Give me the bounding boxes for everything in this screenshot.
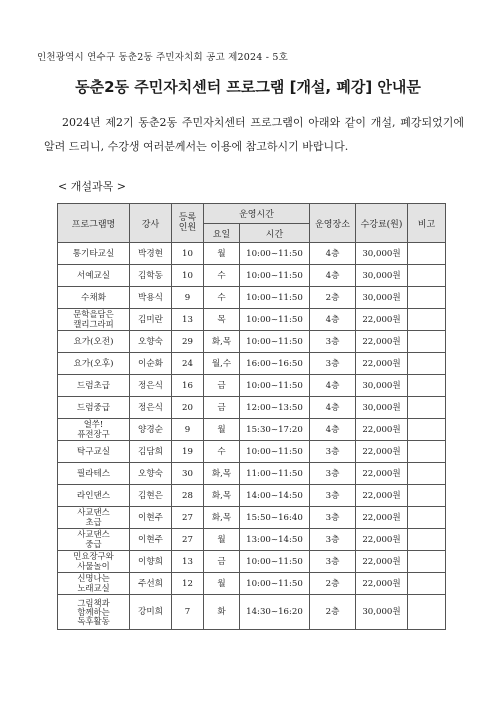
cell-location: 4층 [310,243,356,265]
cell-instructor: 김미란 [130,309,172,331]
cell-day: 금 [204,397,240,419]
cell-fee: 22,000원 [356,485,408,507]
table-row [58,287,446,309]
table-row [58,441,446,463]
cell-day: 월 [204,419,240,441]
cell-program: 필라테스 [58,463,130,485]
cell-program: 문학을담은 캘리그라피 [58,309,130,331]
cell-location: 3층 [310,507,356,529]
cell-fee: 30,000원 [356,265,408,287]
cell-note [408,353,446,375]
table-row [58,265,446,287]
cell-location: 3층 [310,331,356,353]
cell-location: 3층 [310,441,356,463]
header-time: 시간 [240,224,310,243]
cell-program: 라인댄스 [58,485,130,507]
cell-program: 드럼초급 [58,375,130,397]
cell-fee: 22,000원 [356,529,408,551]
cell-time: 10:00~11:50 [240,551,310,573]
table-row [58,353,446,375]
cell-instructor: 김학동 [130,265,172,287]
cell-time: 14:30~16:20 [240,595,310,630]
cell-enrolled: 27 [172,507,204,529]
cell-time: 14:00~14:50 [240,485,310,507]
cell-fee: 22,000원 [356,507,408,529]
cell-day: 월 [204,529,240,551]
cell-location: 4층 [310,419,356,441]
cell-time: 15:30~17:20 [240,419,310,441]
cell-location: 2층 [310,287,356,309]
cell-enrolled: 28 [172,485,204,507]
cell-time: 10:00~11:50 [240,243,310,265]
cell-note [408,463,446,485]
cell-program: 신명나는 노래교실 [58,573,130,595]
cell-day: 화,목 [204,331,240,353]
cell-fee: 30,000원 [356,287,408,309]
table-row [58,397,446,419]
cell-note [408,309,446,331]
cell-location: 4층 [310,375,356,397]
cell-fee: 30,000원 [356,397,408,419]
cell-location: 3층 [310,463,356,485]
cell-enrolled: 12 [172,573,204,595]
table-row [58,529,446,551]
cell-instructor: 김담희 [130,441,172,463]
cell-time: 10:00~11:50 [240,573,310,595]
cell-note [408,507,446,529]
cell-fee: 22,000원 [356,419,408,441]
cell-day: 금 [204,375,240,397]
cell-time: 10:00~11:50 [240,375,310,397]
cell-location: 4층 [310,397,356,419]
cell-day: 화,목 [204,485,240,507]
cell-note [408,573,446,595]
cell-time: 16:00~16:50 [240,353,310,375]
cell-program: 그림책과 함께하는 독후활동 [58,595,130,630]
cell-note [408,551,446,573]
section-label: < 개설과목 > [58,180,126,193]
cell-instructor: 이향희 [130,551,172,573]
cell-instructor: 정은식 [130,375,172,397]
cell-time: 10:00~11:50 [240,441,310,463]
cell-fee: 30,000원 [356,243,408,265]
cell-day: 화,목 [204,463,240,485]
cell-note [408,441,446,463]
cell-program: 서예교실 [58,265,130,287]
cell-instructor: 강미희 [130,595,172,630]
cell-day: 수 [204,265,240,287]
table-row [58,309,446,331]
cell-time: 10:00~11:50 [240,265,310,287]
cell-fee: 22,000원 [356,309,408,331]
cell-note [408,331,446,353]
notice-number: 인천광역시 연수구 동춘2동 주민자치회 공고 제2024 - 5호 [37,52,288,63]
table-row [58,573,446,595]
table-row [58,507,446,529]
cell-program: 민요장구와 사물놀이 [58,551,130,573]
cell-location: 3층 [310,529,356,551]
cell-program: 요가(오후) [58,353,130,375]
cell-fee: 30,000원 [356,375,408,397]
header-program: 프로그램명 [58,204,130,243]
table-row [58,419,446,441]
header-location: 운영장소 [310,204,356,243]
table-row [58,375,446,397]
cell-note [408,485,446,507]
cell-program: 드럼중급 [58,397,130,419]
cell-fee: 22,000원 [356,353,408,375]
cell-time: 12:00~13:50 [240,397,310,419]
cell-location: 3층 [310,353,356,375]
cell-time: 11:00~11:50 [240,463,310,485]
cell-enrolled: 24 [172,353,204,375]
page-title: 동춘2동 주민자치센터 프로그램 [개설, 폐강] 안내문 [75,78,421,96]
table-row [58,485,446,507]
cell-program: 탁구교실 [58,441,130,463]
cell-instructor: 이순화 [130,353,172,375]
table-row [58,551,446,573]
cell-note [408,397,446,419]
cell-note [408,375,446,397]
cell-enrolled: 19 [172,441,204,463]
cell-program: 얼쑤! 퓨전장구 [58,419,130,441]
cell-location: 4층 [310,309,356,331]
cell-fee: 22,000원 [356,441,408,463]
cell-enrolled: 10 [172,243,204,265]
cell-day: 금 [204,551,240,573]
cell-location: 2층 [310,573,356,595]
table-row [58,331,446,353]
cell-day: 월 [204,573,240,595]
cell-enrolled: 13 [172,551,204,573]
cell-instructor: 이현주 [130,507,172,529]
cell-time: 15:50~16:40 [240,507,310,529]
cell-enrolled: 9 [172,419,204,441]
cell-day: 월 [204,243,240,265]
cell-fee: 22,000원 [356,551,408,573]
cell-enrolled: 7 [172,595,204,630]
cell-instructor: 오향숙 [130,331,172,353]
cell-fee: 30,000원 [356,595,408,630]
cell-program: 사교댄스 중급 [58,529,130,551]
cell-day: 수 [204,441,240,463]
cell-enrolled: 30 [172,463,204,485]
cell-instructor: 박경현 [130,243,172,265]
header-schedule: 운영시간 [204,204,310,224]
header-note: 비고 [408,204,446,243]
cell-program: 통기타교실 [58,243,130,265]
cell-note [408,265,446,287]
cell-time: 13:00~14:50 [240,529,310,551]
cell-enrolled: 16 [172,375,204,397]
cell-fee: 22,000원 [356,573,408,595]
cell-enrolled: 20 [172,397,204,419]
cell-program: 수채화 [58,287,130,309]
cell-fee: 22,000원 [356,463,408,485]
cell-enrolled: 13 [172,309,204,331]
cell-instructor: 김현은 [130,485,172,507]
header-instructor: 강사 [130,204,172,243]
cell-enrolled: 29 [172,331,204,353]
table-row [58,243,446,265]
cell-note [408,595,446,630]
header-fee: 수강료(원) [356,204,408,243]
cell-instructor: 정은식 [130,397,172,419]
intro-paragraph: 2024년 제2기 동춘2동 주민자치센터 프로그램이 아래와 같이 개설, 폐강되었기에 알려 드리니, 수강생 여러분께서는 이용에 참고하시기 바랍니다. [44,116,464,153]
cell-note [408,243,446,265]
header-day: 요일 [204,224,240,243]
cell-location: 2층 [310,595,356,630]
cell-day: 목 [204,309,240,331]
cell-note [408,529,446,551]
cell-day: 월,수 [204,353,240,375]
cell-time: 10:00~11:50 [240,287,310,309]
cell-day: 수 [204,287,240,309]
cell-enrolled: 27 [172,529,204,551]
header-enrolled: 등록 인원 [172,204,204,243]
table-row [58,463,446,485]
cell-instructor: 이현주 [130,529,172,551]
cell-instructor: 주선희 [130,573,172,595]
cell-note [408,419,446,441]
cell-instructor: 오향숙 [130,463,172,485]
cell-location: 4층 [310,265,356,287]
cell-location: 3층 [310,485,356,507]
cell-program: 사교댄스 초급 [58,507,130,529]
cell-day: 화 [204,595,240,630]
cell-time: 10:00~11:50 [240,309,310,331]
cell-enrolled: 10 [172,265,204,287]
cell-instructor: 박용식 [130,287,172,309]
cell-program: 요가(오전) [58,331,130,353]
cell-enrolled: 9 [172,287,204,309]
cell-time: 10:00~11:50 [240,331,310,353]
cell-fee: 22,000원 [356,331,408,353]
cell-instructor: 양경순 [130,419,172,441]
cell-day: 화,목 [204,507,240,529]
cell-location: 3층 [310,551,356,573]
program-table [57,203,446,630]
table-row [58,595,446,630]
cell-note [408,287,446,309]
